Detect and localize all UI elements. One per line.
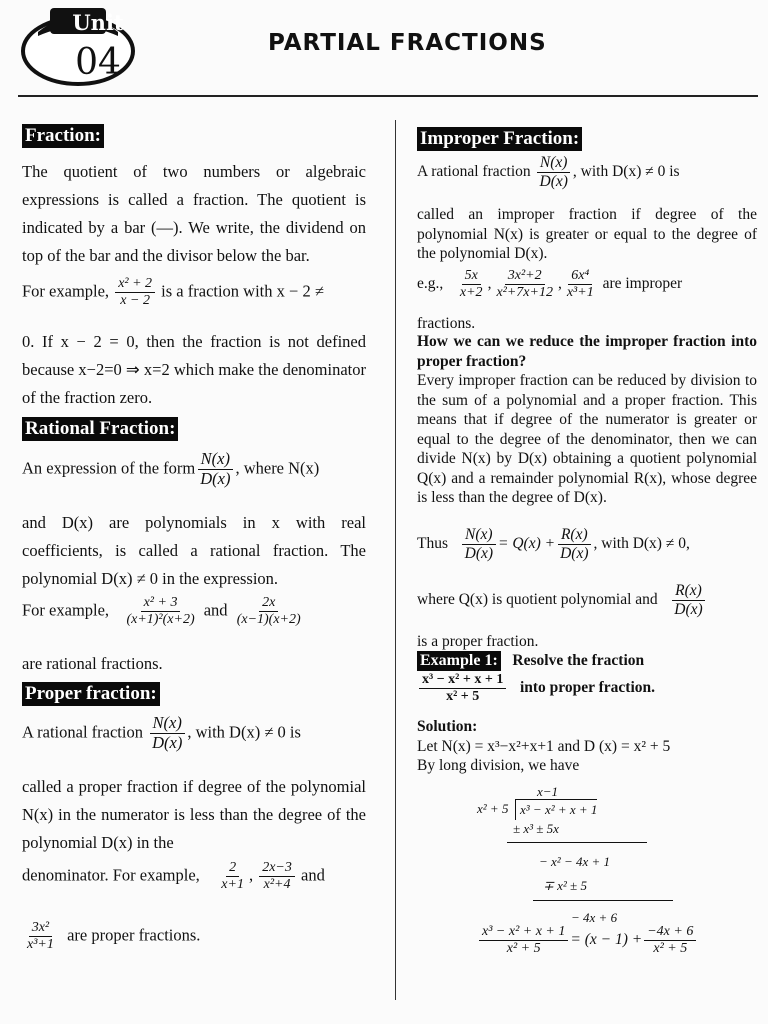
- improper-examples-end: fractions.: [417, 315, 476, 332]
- rational-fraction: $\frac{N(x)}{D(x)}$: [195, 450, 235, 489]
- where-fraction: $\frac{R(x)}{D(x)}$: [669, 582, 707, 619]
- rational-example-1: $\frac{\text{x² + 3}}{\text{(x+1)²(x+2)}}$: [126, 595, 195, 628]
- column-divider: [395, 120, 396, 1000]
- fraction-definition: The quotient of two numbers or algebraic expressions is called a fraction. The quotient is indicated by a bar (—). We write, the dividend on top of the bar and the divisor below the bar.: [22, 162, 366, 265]
- thus-formula: Thus $\frac{N(x)}{D(x)}$ = Q(x) + $\frac{R(x)}{D(x)}$ , with D(x) ≠ 0,: [417, 526, 690, 562]
- improper-heading: Improper Fraction:: [417, 127, 582, 151]
- question-heading: How we can we reduce the improper fraction into proper fraction?: [417, 333, 757, 370]
- solution-label: Solution:: [417, 718, 478, 735]
- ld-divisor: x² + 5: [477, 801, 509, 816]
- example-title: Resolve the fraction: [512, 652, 645, 669]
- ld-quotient: x−1: [537, 784, 559, 799]
- improper-definition: called an improper fraction if degree of the polynomial N(x) is greater or equal to the degree of the polynomial D(x).: [417, 206, 757, 262]
- unit-number: 04: [75, 42, 121, 83]
- ld-subtract-1: ± x³ ± 5x: [513, 821, 559, 836]
- example-1: [417, 651, 757, 671]
- thus-fraction-left: $\frac{N(x)}{D(x)}$: [460, 526, 498, 563]
- result-formula: $\frac{\text{x³ − x² + x + 1}}{\text{x² + 5}}$ = (x − 1) + $\frac{-4x + 6}{\text{x² + 5}}$: [477, 924, 768, 957]
- proper-form: A rational fraction $\frac{N(x)}{D(x)}$ , with D(x) ≠ 0 is: [22, 713, 301, 752]
- ld-subtract-2: ∓ x² ± 5: [543, 878, 587, 893]
- long-division-intro: By long division, we have: [417, 757, 580, 774]
- proper-example-1: $\frac{2}{x+1}$: [221, 860, 244, 893]
- unit-badge: [20, 6, 136, 88]
- result-fraction-left: $\frac{\text{x³ − x² + x + 1}}{\text{x² + 5}}$: [477, 924, 570, 957]
- ld-remainder-1: − x² − 4x + 1: [539, 854, 611, 869]
- improper-example-3: $\frac{\text{6x⁴}}{\text{x³+1}}$: [566, 268, 594, 301]
- fraction-example: For example, $\frac{\text{x² + 2}}{x - 2}$ is a fraction with x − 2 ≠: [22, 276, 324, 309]
- improper-form: A rational fraction $\frac{N(x)}{D(x)}$ , with D(x) ≠ 0 is: [417, 154, 680, 190]
- ld-remainder-2: − 4x + 6: [571, 910, 618, 925]
- thus-fraction-right: $\frac{R(x)}{D(x)}$: [555, 526, 593, 563]
- example-fraction: $\frac{\text{x³ − x² + x + 1}}{\text{x² + 5}}$: [417, 672, 508, 705]
- rational-heading: Rational Fraction:: [22, 417, 178, 441]
- fraction-heading: Fraction:: [22, 124, 104, 148]
- long-division: [477, 782, 737, 925]
- ld-dividend: x³ − x² + x + 1: [515, 799, 597, 820]
- proper-fraction: $\frac{N(x)}{D(x)}$: [147, 714, 187, 753]
- proper-example-2: $\frac{2x-3}{\text{x²+4}}$: [257, 860, 297, 893]
- example-fraction-line: $\frac{\text{x³ − x² + x + 1}}{\text{x² + 5}}$ into proper fraction.: [417, 672, 757, 705]
- rational-definition: and D(x) are polynomials in x with real coefficients, is called a rational fraction. The polynomial D(x) ≠ 0 in the expression.: [22, 513, 366, 588]
- where-statement: where Q(x) is quotient polynomial and $\frac{R(x)}{D(x)}$: [417, 582, 757, 619]
- header-rule: [18, 95, 758, 97]
- proper-heading: Proper fraction:: [22, 682, 160, 706]
- example-label: Example 1:: [417, 651, 501, 671]
- reduce-explanation: Every improper fraction can be reduced by division to the sum of a polynomial and a proper fraction. This means that if degree of the numerator is greater or equal to the degree of the denominator, then we can divide N(x) by D(x) obtaining a quotient polynomial Q(x) and a remainder polynomial R(x), whose degree is less than the degree of D(x).: [417, 372, 757, 506]
- where-end: is a proper fraction.: [417, 633, 539, 650]
- improper-example-2: $\frac{\text{3x²+2}}{\text{x²+7x+12}}$: [496, 268, 553, 301]
- proper-definition: called a proper fraction if degree of the polynomial N(x) in the numerator is less than the degree of the polynomial D(x) in the: [22, 777, 366, 852]
- improper-examples: e.g., $\frac{5x}{x+2}$ , $\frac{\text{3x²+2}}{\text{x²+7x+12}}$ , $\frac{\text{6x⁴}}{\text{x³+1}}$ are improper: [417, 268, 683, 301]
- rational-form: An expression of the form $\frac{N(x)}{D(x)}$ , where N(x): [22, 449, 320, 488]
- rational-example-2: $\frac{2x}{(x-1)(x+2)}$: [236, 595, 301, 628]
- proper-example-continued: $\frac{\text{3x²}}{\text{x³+1}}$ are proper fractions.: [22, 920, 366, 953]
- result-fraction-right: $\frac{-4x + 6}{\text{x² + 5}}$: [642, 924, 698, 957]
- fraction-example-continued: 0. If x − 2 = 0, then the fraction is not defined because x−2=0 ⇒ x=2 which make the denominator of the fraction zero.: [22, 332, 366, 407]
- page-title: PARTIAL FRACTIONS: [268, 30, 547, 56]
- example-fraction: $\frac{\text{x² + 2}}{x - 2}$: [113, 276, 157, 309]
- proper-example-3: $\frac{\text{3x²}}{\text{x³+1}}$: [27, 920, 54, 953]
- rational-example: For example, $\frac{\text{x² + 3}}{\text{(x+1)²(x+2)}}$ and $\frac{2x}{(x-1)(x+2)}$: [22, 595, 366, 628]
- unit-word: Unit: [72, 10, 124, 35]
- rational-example-suffix: are rational fractions.: [22, 654, 163, 673]
- improper-fraction: $\frac{N(x)}{D(x)}$: [535, 154, 573, 191]
- improper-example-1: $\frac{5x}{x+2}$: [459, 268, 483, 301]
- proper-example: denominator. For example, $\frac{2}{x+1}$ , $\frac{2x-3}{\text{x²+4}}$ and: [22, 860, 325, 893]
- let-statement: Let N(x) = x³−x²+x+1 and D (x) = x² + 5: [417, 738, 671, 755]
